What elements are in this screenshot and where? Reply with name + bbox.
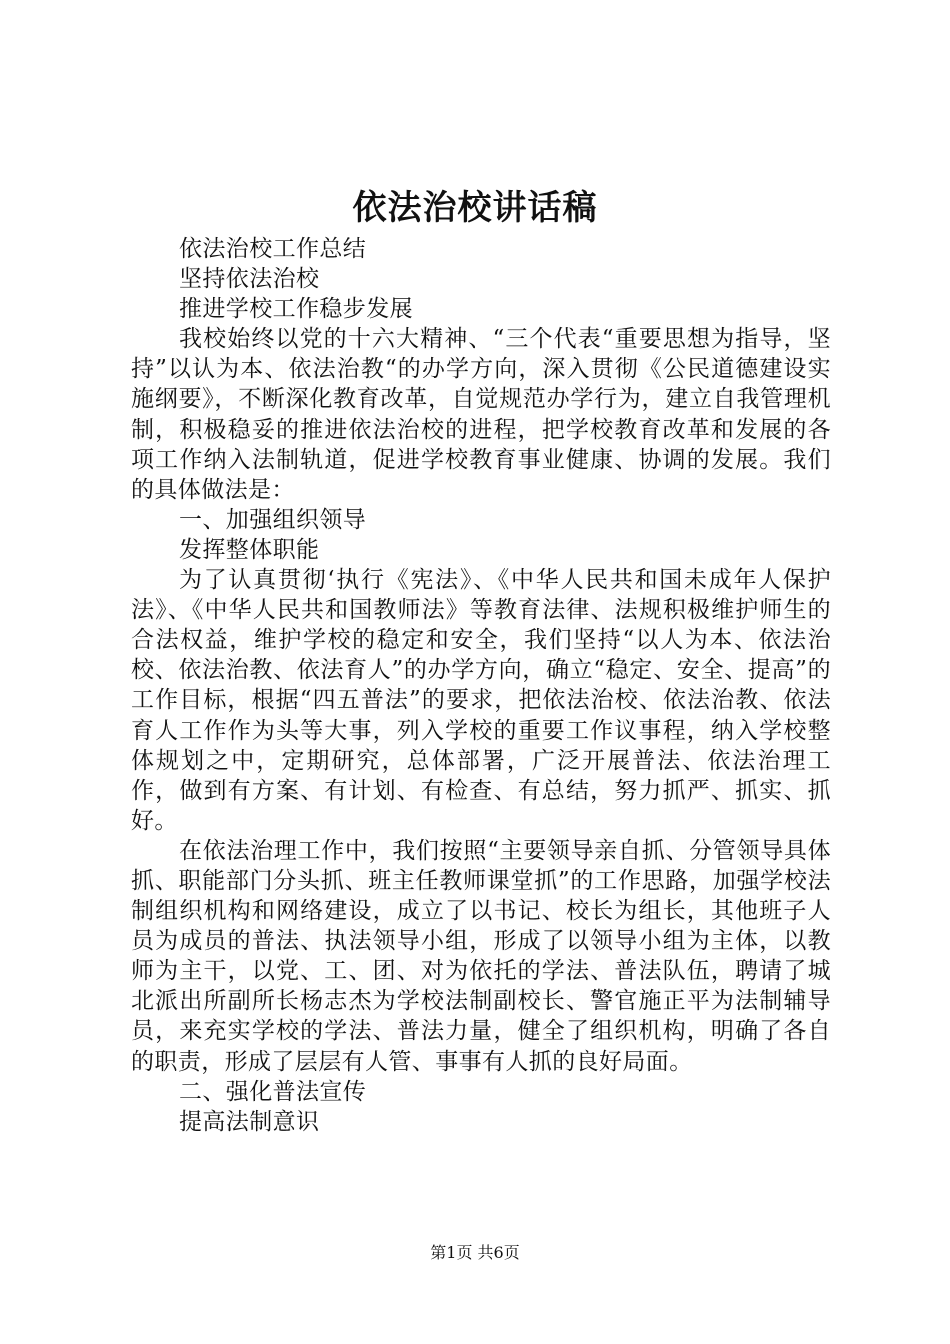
- paragraph: 在依法治理工作中，我们按照“主要领导亲自抓、分管领导具体抓、职能部门分头抓、班主任教师课堂抓”的工作思路，加强学校法制组织机构和网络建设，成立了以书记、校长为组长，其他班子人员为成员的普法、执法领导小组，形成了以领导小组为主体，以教师为主干，以党、工、团、对为依托的学法、普法队伍，聘请了城北派出所副所长杨志杰为学校法制副校长、警官施正平为法制辅导员，来充实学校的学法、普法力量，健全了组织机构，明确了各自的职责，形成了层层有人管、事事有人抓的良好局面。: [131, 837, 831, 1075]
- document-body: [131, 234, 831, 1137]
- section-subheading: 发挥整体职能: [179, 536, 320, 563]
- paragraph: 坚持依法治校: [179, 266, 320, 293]
- section-subheading: 提高法制意识: [179, 1108, 320, 1135]
- document-title: 依法治校讲话稿: [352, 188, 598, 228]
- paragraph: 为了认真贯彻‘执行《宪法》、《中华人民共和国未成年人保护法》、《中华人民共和国教师法》等教育法律、法规积极维护师生的合法权益，维护学校的稳定和安全，我们坚持“以人为本、依法治校、依法治教、依法育人”的办学方向，确立“稳定、安全、提高”的工作目标，根据“四五普法”的要求，把依法治校、依法治教、依法育人工作作为头等大事，列入学校的重要工作议事程，纳入学校整体规划之中，定期研究，总体部署，广泛开展普法、依法治理工作，做到有方案、有计划、有检查、有总结，努力抓严、抓实、抓好。: [131, 567, 831, 834]
- section-heading: 二、强化普法宣传: [179, 1078, 367, 1105]
- paragraph: 依法治校工作总结: [179, 236, 367, 262]
- paragraph: 推进学校工作稳步发展: [179, 296, 413, 323]
- paragraph: 我校始终以党的十六大精神、“三个代表“重要思想为指导，坚持”以认为本、依法治教“的办学方向，深入贯彻《公民道德建设实施纲要》，不断深化教育改革，自觉规范办学行为，建立自我管理机制，积极稳妥的推进依法治校的进程，把学校教育改革和发展的各项工作纳入法制轨道，促进学校教育事业健康、协调的发展。我们的具体做法是：: [131, 326, 831, 503]
- section-heading: 一、加强组织领导: [179, 506, 367, 533]
- page-footer: 第1页 共6页: [430, 1243, 520, 1262]
